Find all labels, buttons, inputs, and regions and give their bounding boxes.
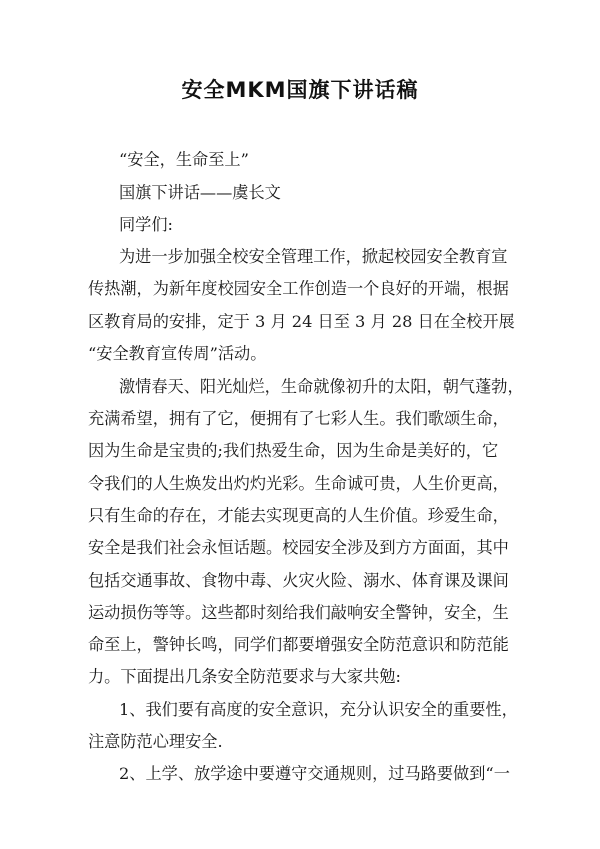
text-line: 充满希望，拥有了它，便拥有了七彩人生。我们歌颂生命， bbox=[88, 409, 509, 428]
text-line: 激情春天、阳光灿烂，生命就像初升的太阳，朝气蓬勃， bbox=[119, 377, 524, 396]
text-line: 为进一步加强全校安全管理工作，掀起校园安全教育宣 bbox=[119, 247, 508, 266]
text-line: 只有生命的存在，才能去实现更高的人生价值。珍爱生命， bbox=[88, 506, 509, 525]
text-line: 同学们: bbox=[119, 215, 174, 234]
text-line: “安全教育宣传周”活动。 bbox=[88, 344, 267, 363]
text-line: 因为生命是宝贵的;我们热爱生命，因为生命是美好的，它 bbox=[88, 441, 499, 460]
text-line: 区教育局的安排，定于 3 月 24 日至 3 月 28 日在全校开展 bbox=[88, 312, 515, 331]
text-line: “安全，生命至上” bbox=[119, 150, 249, 169]
text-line: 令我们的人生焕发出灼灼光彩。生命诚可贵，人生价更高， bbox=[88, 474, 509, 493]
text-line: 注意防范心理安全. bbox=[88, 732, 223, 751]
document-title: 安全MKM国旗下讲话稿 bbox=[181, 78, 419, 102]
text-line: 国旗下讲话——虞长文 bbox=[119, 183, 281, 202]
text-line: 力。下面提出几条安全防范要求与大家共勉: bbox=[88, 667, 402, 686]
text-line: 命至上，警钟长鸣，同学们都要增强安全防范意识和防范能 bbox=[88, 635, 509, 654]
text-line: 包括交通事故、食物中毒、火灾火险、溺水、体育课及课间 bbox=[88, 571, 509, 590]
text-line: 传热潮，为新年度校园安全工作创造一个良好的开端，根据 bbox=[88, 279, 509, 298]
text-line: 1、我们要有高度的安全意识，充分认识安全的重要性， bbox=[119, 700, 518, 719]
text-line: 安全是我们社会永恒话题。校园安全涉及到方方面面，其中 bbox=[88, 538, 509, 557]
text-line: 2、上学、放学途中要遵守交通规则，过马路要做到“一 bbox=[119, 764, 510, 783]
text-line: 运动损伤等等。这些都时刻给我们敲响安全警钟，安全，生 bbox=[88, 603, 509, 622]
